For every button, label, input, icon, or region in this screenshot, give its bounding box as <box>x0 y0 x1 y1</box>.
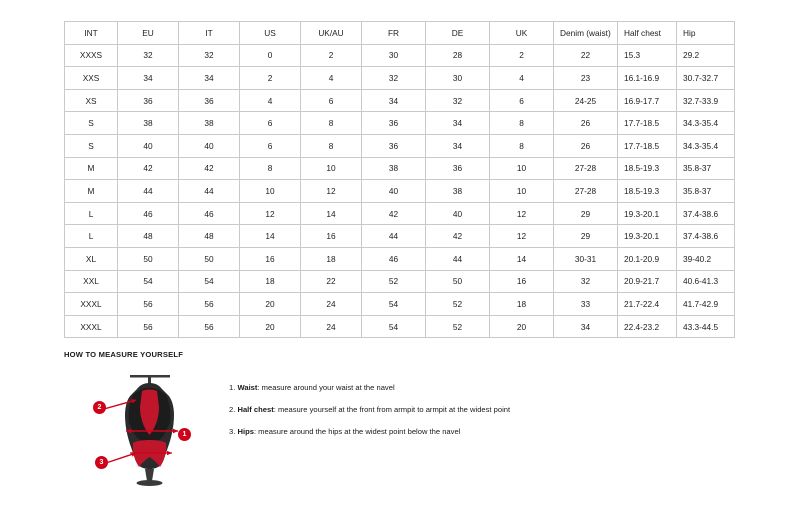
cell-hip: 43.3-44.5 <box>677 315 735 338</box>
column-header-it: IT <box>179 22 240 45</box>
cell-eu: 34 <box>118 67 179 90</box>
instruction-half-chest-number: 2. <box>229 405 236 414</box>
cell-uk-au: 14 <box>301 202 362 225</box>
size-chart-body <box>65 44 735 338</box>
cell-fr: 44 <box>362 225 426 248</box>
how-to-measure-title: HOW TO MEASURE YOURSELF <box>64 350 184 359</box>
size-chart-table <box>64 21 735 338</box>
instruction-hips-number: 3. <box>229 427 236 436</box>
cell-hip: 41.7-42.9 <box>677 293 735 316</box>
cell-denim-waist: 29 <box>554 225 618 248</box>
cell-fr: 52 <box>362 270 426 293</box>
measure-instructions <box>229 373 510 449</box>
cell-hip: 34.3-35.4 <box>677 134 735 157</box>
cell-eu: 46 <box>118 202 179 225</box>
cell-int: L <box>65 202 118 225</box>
table-row <box>65 89 735 112</box>
cell-de: 44 <box>426 247 490 270</box>
cell-us: 4 <box>240 89 301 112</box>
cell-us: 12 <box>240 202 301 225</box>
instruction-half-chest-term: Half chest <box>237 405 274 414</box>
cell-it: 38 <box>179 112 240 135</box>
cell-half-chest: 21.7-22.4 <box>618 293 677 316</box>
table-row <box>65 293 735 316</box>
cell-de: 30 <box>426 67 490 90</box>
table-row <box>65 225 735 248</box>
cell-it: 50 <box>179 247 240 270</box>
cell-it: 56 <box>179 293 240 316</box>
size-chart-head <box>65 22 735 45</box>
cell-hip: 34.3-35.4 <box>677 112 735 135</box>
badge-waist: 1 <box>178 428 191 441</box>
table-row <box>65 247 735 270</box>
cell-eu: 54 <box>118 270 179 293</box>
cell-eu: 44 <box>118 180 179 203</box>
cell-de: 34 <box>426 134 490 157</box>
cell-uk-au: 18 <box>301 247 362 270</box>
cell-de: 34 <box>426 112 490 135</box>
cell-denim-waist: 29 <box>554 202 618 225</box>
cell-eu: 50 <box>118 247 179 270</box>
cell-uk-au: 24 <box>301 293 362 316</box>
cell-int: XS <box>65 89 118 112</box>
cell-de: 28 <box>426 44 490 67</box>
instruction-waist <box>229 383 510 392</box>
cell-de: 32 <box>426 89 490 112</box>
cell-us: 0 <box>240 44 301 67</box>
mannequin-figure <box>92 373 207 488</box>
cell-int: XL <box>65 247 118 270</box>
table-row <box>65 270 735 293</box>
badge-half-chest: 2 <box>93 401 106 414</box>
cell-eu: 40 <box>118 134 179 157</box>
cell-de: 40 <box>426 202 490 225</box>
cell-denim-waist: 33 <box>554 293 618 316</box>
cell-uk: 6 <box>490 89 554 112</box>
cell-uk-au: 6 <box>301 89 362 112</box>
cell-us: 20 <box>240 293 301 316</box>
cell-uk-au: 12 <box>301 180 362 203</box>
cell-int: XXXS <box>65 44 118 67</box>
cell-half-chest: 18.5-19.3 <box>618 180 677 203</box>
cell-uk: 10 <box>490 180 554 203</box>
cell-eu: 32 <box>118 44 179 67</box>
cell-uk-au: 2 <box>301 44 362 67</box>
cell-half-chest: 20.9-21.7 <box>618 270 677 293</box>
cell-half-chest: 22.4-23.2 <box>618 315 677 338</box>
cell-int: XXXL <box>65 315 118 338</box>
table-row <box>65 44 735 67</box>
cell-eu: 56 <box>118 315 179 338</box>
cell-de: 52 <box>426 315 490 338</box>
cell-us: 10 <box>240 180 301 203</box>
cell-fr: 38 <box>362 157 426 180</box>
cell-uk-au: 8 <box>301 134 362 157</box>
cell-denim-waist: 26 <box>554 112 618 135</box>
cell-us: 20 <box>240 315 301 338</box>
cell-fr: 32 <box>362 67 426 90</box>
cell-hip: 35.8-37 <box>677 157 735 180</box>
cell-it: 42 <box>179 157 240 180</box>
cell-us: 8 <box>240 157 301 180</box>
cell-fr: 40 <box>362 180 426 203</box>
cell-int: L <box>65 225 118 248</box>
cell-denim-waist: 32 <box>554 270 618 293</box>
cell-fr: 36 <box>362 112 426 135</box>
cell-denim-waist: 26 <box>554 134 618 157</box>
cell-fr: 54 <box>362 315 426 338</box>
cell-it: 46 <box>179 202 240 225</box>
column-header-uk-au: UK/AU <box>301 22 362 45</box>
table-row <box>65 180 735 203</box>
cell-half-chest: 16.9-17.7 <box>618 89 677 112</box>
badge-hips: 3 <box>95 456 108 469</box>
cell-int: M <box>65 180 118 203</box>
cell-eu: 38 <box>118 112 179 135</box>
cell-int: XXL <box>65 270 118 293</box>
cell-eu: 56 <box>118 293 179 316</box>
cell-uk: 20 <box>490 315 554 338</box>
cell-int: M <box>65 157 118 180</box>
table-row <box>65 112 735 135</box>
how-to-measure-body <box>64 373 744 488</box>
column-header-fr: FR <box>362 22 426 45</box>
cell-uk: 10 <box>490 157 554 180</box>
cell-uk: 18 <box>490 293 554 316</box>
cell-us: 14 <box>240 225 301 248</box>
instruction-waist-term: Waist <box>237 383 258 392</box>
cell-denim-waist: 23 <box>554 67 618 90</box>
table-row <box>65 315 735 338</box>
instruction-hips-text: : measure around the hips at the widest point below the navel <box>253 427 461 436</box>
cell-it: 54 <box>179 270 240 293</box>
cell-hip: 29.2 <box>677 44 735 67</box>
cell-fr: 46 <box>362 247 426 270</box>
cell-it: 56 <box>179 315 240 338</box>
cell-de: 52 <box>426 293 490 316</box>
cell-half-chest: 16.1-16.9 <box>618 67 677 90</box>
column-header-eu: EU <box>118 22 179 45</box>
cell-denim-waist: 22 <box>554 44 618 67</box>
cell-uk: 4 <box>490 67 554 90</box>
cell-uk-au: 4 <box>301 67 362 90</box>
size-chart-container <box>64 21 734 338</box>
cell-half-chest: 18.5-19.3 <box>618 157 677 180</box>
cell-uk-au: 16 <box>301 225 362 248</box>
cell-fr: 34 <box>362 89 426 112</box>
cell-denim-waist: 30-31 <box>554 247 618 270</box>
cell-fr: 30 <box>362 44 426 67</box>
cell-it: 32 <box>179 44 240 67</box>
how-to-measure-section <box>64 350 744 488</box>
cell-uk: 8 <box>490 112 554 135</box>
instruction-hips <box>229 427 510 436</box>
cell-uk-au: 10 <box>301 157 362 180</box>
cell-it: 48 <box>179 225 240 248</box>
cell-half-chest: 17.7-18.5 <box>618 112 677 135</box>
instruction-hips-term: Hips <box>237 427 254 436</box>
instruction-half-chest-text: : measure yourself at the front from armpit to armpit at the widest point <box>273 405 511 414</box>
cell-uk: 8 <box>490 134 554 157</box>
cell-hip: 32.7-33.9 <box>677 89 735 112</box>
cell-hip: 39-40.2 <box>677 247 735 270</box>
cell-uk-au: 22 <box>301 270 362 293</box>
cell-it: 36 <box>179 89 240 112</box>
cell-uk-au: 24 <box>301 315 362 338</box>
cell-uk-au: 8 <box>301 112 362 135</box>
cell-denim-waist: 34 <box>554 315 618 338</box>
cell-de: 42 <box>426 225 490 248</box>
cell-half-chest: 19.3-20.1 <box>618 202 677 225</box>
cell-uk: 2 <box>490 44 554 67</box>
table-row <box>65 134 735 157</box>
table-row <box>65 202 735 225</box>
cell-uk: 12 <box>490 202 554 225</box>
cell-int: S <box>65 112 118 135</box>
column-header-denim-waist: Denim (waist) <box>554 22 618 45</box>
cell-eu: 36 <box>118 89 179 112</box>
cell-denim-waist: 27-28 <box>554 180 618 203</box>
cell-half-chest: 17.7-18.5 <box>618 134 677 157</box>
cell-eu: 48 <box>118 225 179 248</box>
cell-us: 16 <box>240 247 301 270</box>
cell-de: 36 <box>426 157 490 180</box>
cell-hip: 40.6-41.3 <box>677 270 735 293</box>
cell-hip: 37.4-38.6 <box>677 202 735 225</box>
instruction-waist-number: 1. <box>229 383 236 392</box>
cell-half-chest: 20.1-20.9 <box>618 247 677 270</box>
column-header-uk: UK <box>490 22 554 45</box>
cell-us: 18 <box>240 270 301 293</box>
cell-uk: 16 <box>490 270 554 293</box>
cell-fr: 42 <box>362 202 426 225</box>
cell-int: XXXL <box>65 293 118 316</box>
table-header-row <box>65 22 735 45</box>
cell-it: 40 <box>179 134 240 157</box>
cell-de: 38 <box>426 180 490 203</box>
cell-fr: 36 <box>362 134 426 157</box>
cell-half-chest: 15.3 <box>618 44 677 67</box>
column-header-int: INT <box>65 22 118 45</box>
table-row <box>65 157 735 180</box>
cell-denim-waist: 27-28 <box>554 157 618 180</box>
cell-hip: 35.8-37 <box>677 180 735 203</box>
column-header-de: DE <box>426 22 490 45</box>
cell-hip: 37.4-38.6 <box>677 225 735 248</box>
cell-us: 2 <box>240 67 301 90</box>
cell-it: 44 <box>179 180 240 203</box>
cell-int: S <box>65 134 118 157</box>
column-header-hip: Hip <box>677 22 735 45</box>
cell-int: XXS <box>65 67 118 90</box>
cell-eu: 42 <box>118 157 179 180</box>
cell-us: 6 <box>240 134 301 157</box>
column-header-half-chest: Half chest <box>618 22 677 45</box>
cell-de: 50 <box>426 270 490 293</box>
cell-it: 34 <box>179 67 240 90</box>
table-row <box>65 67 735 90</box>
instruction-waist-text: : measure around your waist at the navel <box>257 383 395 392</box>
cell-half-chest: 19.3-20.1 <box>618 225 677 248</box>
cell-denim-waist: 24-25 <box>554 89 618 112</box>
cell-fr: 54 <box>362 293 426 316</box>
cell-uk: 12 <box>490 225 554 248</box>
instruction-half-chest <box>229 405 510 414</box>
cell-us: 6 <box>240 112 301 135</box>
cell-hip: 30.7-32.7 <box>677 67 735 90</box>
column-header-us: US <box>240 22 301 45</box>
cell-uk: 14 <box>490 247 554 270</box>
